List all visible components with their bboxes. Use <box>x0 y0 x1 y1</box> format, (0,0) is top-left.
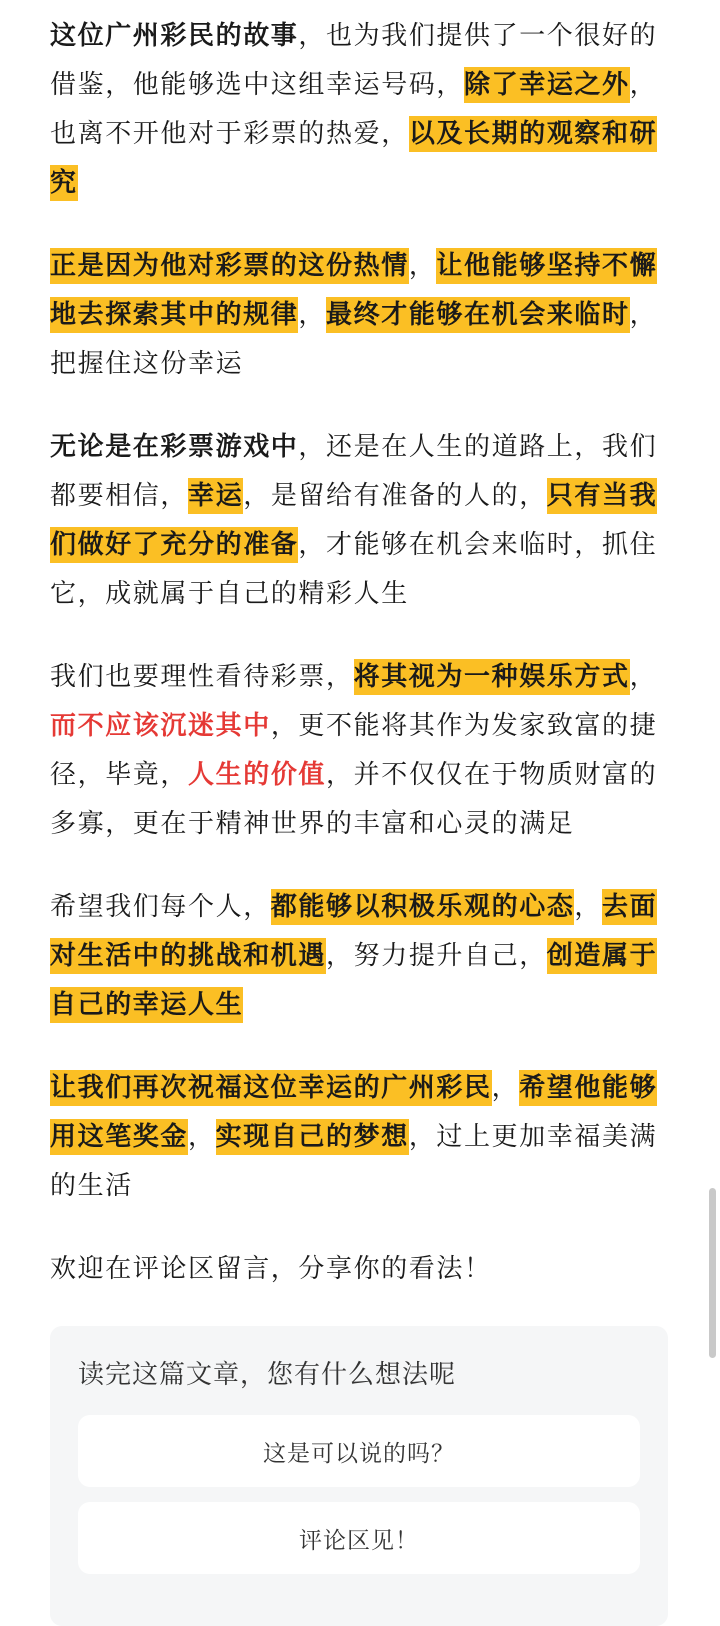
article-paragraph <box>50 1245 668 1294</box>
highlighted-text: 除了幸运之外 <box>464 67 630 103</box>
highlighted-text: 最终才能够在机会来临时 <box>326 297 630 333</box>
article-paragraph <box>50 883 668 1030</box>
article-paragraph <box>50 423 668 619</box>
text-segment: ，并不仅仅在于物质财富的多寡，更在于精神世界的丰富和心灵的满足 <box>50 760 658 839</box>
highlighted-text: 希望他能够用这笔奖金 <box>50 1070 657 1155</box>
text-segment: ， <box>188 1122 216 1152</box>
highlighted-text: 都能够以积极乐观的心态 <box>271 889 575 925</box>
text-segment: ，还是在人生的道路上，我们都要相信， <box>50 432 658 511</box>
emphasis-text: 而不应该沉迷其中 <box>50 711 271 741</box>
text-segment: ， <box>629 662 658 692</box>
highlighted-text: 创造属于自己的幸运人生 <box>50 938 657 1023</box>
highlighted-text: 让我们再次祝福这位幸运的广州彩民 <box>50 1070 492 1106</box>
text-segment: 希望我们每个人， <box>50 892 271 922</box>
text-segment: ，才能够在机会来临时，抓住它，成就属于自己的精彩人生 <box>50 530 658 609</box>
comment-prompt-card <box>50 1326 668 1626</box>
highlighted-text: 实现自己的梦想 <box>216 1119 409 1155</box>
highlighted-text: 正是因为他对彩票的这份热情 <box>50 248 409 284</box>
highlighted-text: 只有当我们做好了充分的准备 <box>50 478 657 563</box>
text-segment: ， <box>491 1073 520 1103</box>
highlighted-text: 让他能够坚持不懈地去探索其中的规律 <box>50 248 657 333</box>
article-body <box>50 12 668 1328</box>
article-paragraph <box>50 12 668 208</box>
text-segment: ， <box>298 300 327 330</box>
bold-text: 这位广州彩民的故事 <box>50 21 299 51</box>
text-segment: ，更不能将其作为发家致富的捷径，毕竟， <box>50 711 658 790</box>
comment-prompt-title: 读完这篇文章，您有什么想法呢 <box>78 1360 457 1390</box>
article-paragraph <box>50 653 668 849</box>
text-segment: ，也为我们提供了一个很好的借鉴，他能够选中这组幸运号码， <box>50 21 658 100</box>
comment-option-button[interactable]: 这是可以说的吗？ <box>78 1415 640 1487</box>
text-segment: ， <box>408 251 437 281</box>
text-segment: 欢迎在评论区留言，分享你的看法！ <box>50 1254 492 1284</box>
bold-text: 无论是在彩票游戏中 <box>50 432 299 462</box>
article-paragraph <box>50 242 668 389</box>
article-paragraph <box>50 1064 668 1211</box>
text-segment: ，过上更加幸福美满的生活 <box>50 1122 658 1201</box>
emphasis-text: 人生的价值 <box>188 760 327 790</box>
text-segment: ，是留给有准备的人的， <box>243 481 547 511</box>
text-segment: ，努力提升自己， <box>326 941 547 971</box>
text-segment: 我们也要理性看待彩票， <box>50 662 354 692</box>
text-segment: ， <box>574 892 603 922</box>
comment-option-button[interactable]: 评论区见！ <box>78 1502 640 1574</box>
text-segment: ，把握住这份幸运 <box>50 300 658 379</box>
highlighted-text: 以及长期的观察和研究 <box>50 116 657 201</box>
highlighted-text: 幸运 <box>188 478 243 514</box>
text-segment: ，也离不开他对于彩票的热爱， <box>50 70 658 149</box>
highlighted-text: 去面对生活中的挑战和机遇 <box>50 889 657 974</box>
scrollbar-thumb[interactable] <box>709 1188 716 1358</box>
highlighted-text: 将其视为一种娱乐方式 <box>354 659 630 695</box>
